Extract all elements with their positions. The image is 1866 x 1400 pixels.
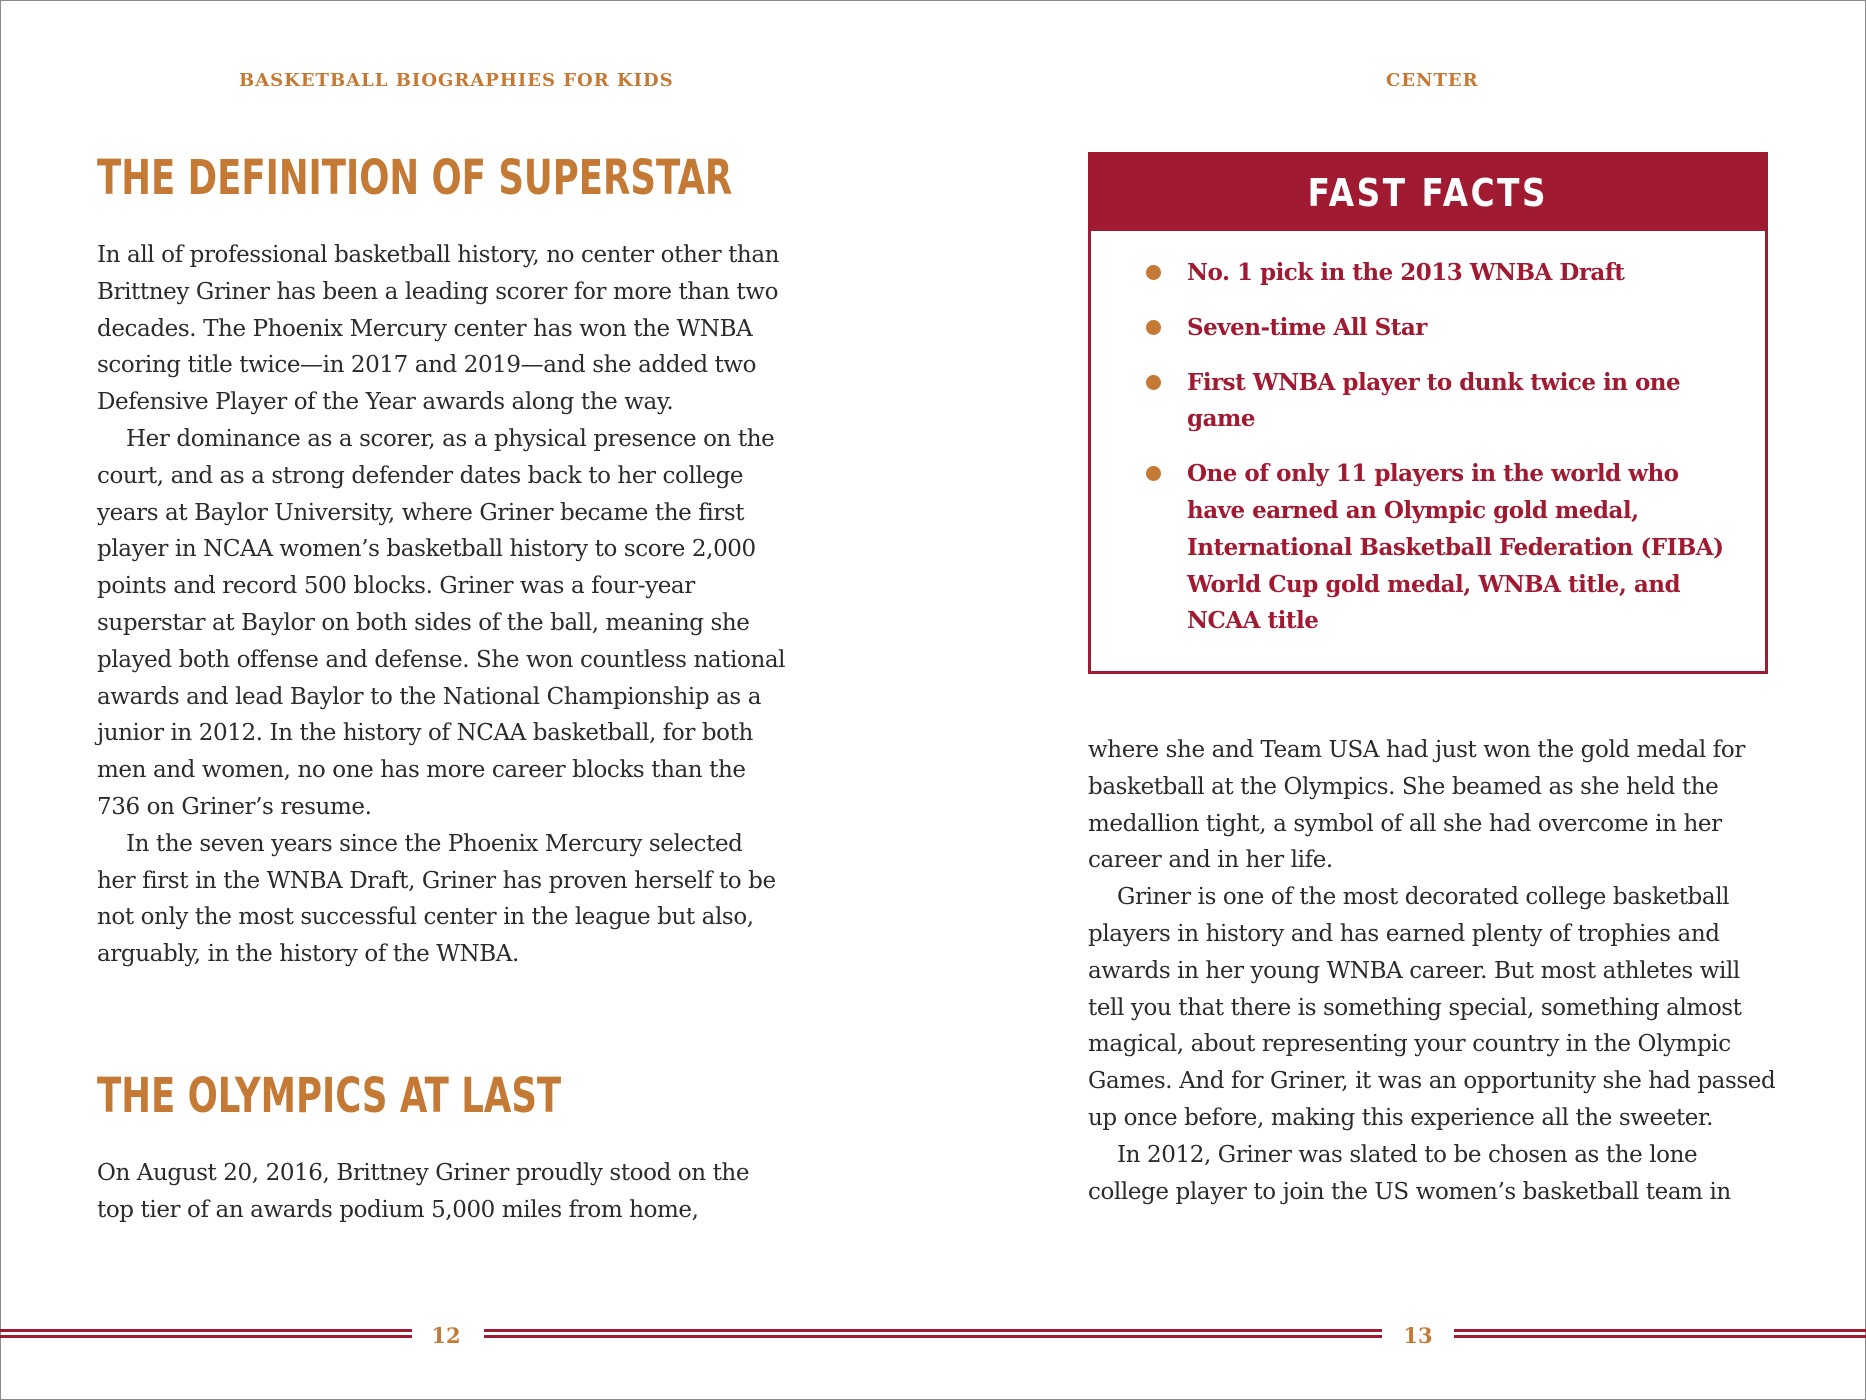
fast-fact-text: First WNBA player to dunk twice in one game <box>1187 368 1681 433</box>
bullet-dot-icon <box>1146 375 1161 390</box>
footer-rule-left <box>0 1329 412 1338</box>
paragraph: On August 20, 2016, Brittney Griner proudly stood on the top tier of an awards podium 5,000 miles from home, <box>97 1160 750 1223</box>
footer-rule-center <box>484 1329 1382 1338</box>
left-body-section2 <box>97 1155 787 1229</box>
paragraph: In the seven years since the Phoenix Mercury selected her first in the WNBA Draft, Griner has proven herself to be not only the most successful center in the league but also, arguably, in the history of the WNBA. <box>97 830 776 968</box>
fast-facts-box <box>1088 152 1768 674</box>
bullet-dot-icon <box>1146 265 1161 280</box>
fast-facts-title: FAST FACTS <box>1307 171 1549 215</box>
right-running-head: CENTER <box>1386 70 1479 91</box>
fast-fact-item <box>1146 365 1726 439</box>
section-title-olympics: THE OLYMPICS AT LAST <box>97 1068 562 1124</box>
right-body <box>1088 732 1778 1210</box>
fast-fact-text: One of only 11 players in the world who have earned an Olympic gold medal, International Basketball Federation (FIBA) World Cup gold medal, WNBA title, and NCAA title <box>1187 460 1724 635</box>
fast-fact-text: Seven-time All Star <box>1187 313 1427 341</box>
fast-facts-list <box>1146 255 1726 658</box>
paragraph: Her dominance as a scorer, as a physical presence on the court, and as a strong defender dates back to her college years at Baylor University, where Griner became the first player in NCAA women’s basketball history to score 2,000 points and record 500 blocks. Griner was a four-year superstar at Baylor on both sides of the ball, meaning she played both offense and defense. She won countless national awards and lead Baylor to the National Championship as a junior in 2012. In the history of NCAA basketball, for both men and women, no one has more career blocks than the 736 on Griner’s resume. <box>97 425 786 820</box>
bullet-dot-icon <box>1146 320 1161 335</box>
page-number-right: 13 <box>1403 1323 1433 1348</box>
left-body-section1 <box>97 237 787 973</box>
fast-fact-item <box>1146 310 1726 347</box>
page-number-left: 12 <box>431 1323 461 1348</box>
bullet-dot-icon <box>1146 466 1161 481</box>
paragraph: where she and Team USA had just won the gold medal for basketball at the Olympics. She beamed as she held the medallion tight, a symbol of all she had overcome in her career and in her life. <box>1088 737 1745 874</box>
paragraph: In 2012, Griner was slated to be chosen as the lone college player to join the US women’s basketball team in <box>1088 1141 1731 1205</box>
paragraph: In all of professional basketball history, no center other than Brittney Griner has been a leading scorer for more than two decades. The Phoenix Mercury center has won the WNBA scoring title twice—in 2017 and 2019—and she added two Defensive Player of the Year awards along the way. <box>97 242 780 416</box>
fast-fact-item <box>1146 255 1726 292</box>
footer-rule-right <box>1454 1329 1866 1338</box>
fast-fact-text: No. 1 pick in the 2013 WNBA Draft <box>1187 259 1625 286</box>
section-title-superstar: THE DEFINITION OF SUPERSTAR <box>97 150 733 206</box>
fast-facts-header <box>1091 155 1765 231</box>
left-running-head: BASKETBALL BIOGRAPHIES FOR KIDS <box>239 70 674 91</box>
fast-fact-item <box>1146 456 1726 640</box>
paragraph: Griner is one of the most decorated college basketball players in history and has earned plenty of trophies and awards in her young WNBA career. But most athletes will tell you that there is something special, something almost magical, about representing your country in the Olympic Games. And for Griner, it was an opportunity she had passed up once before, making this experience all the sweeter. <box>1088 884 1776 1131</box>
